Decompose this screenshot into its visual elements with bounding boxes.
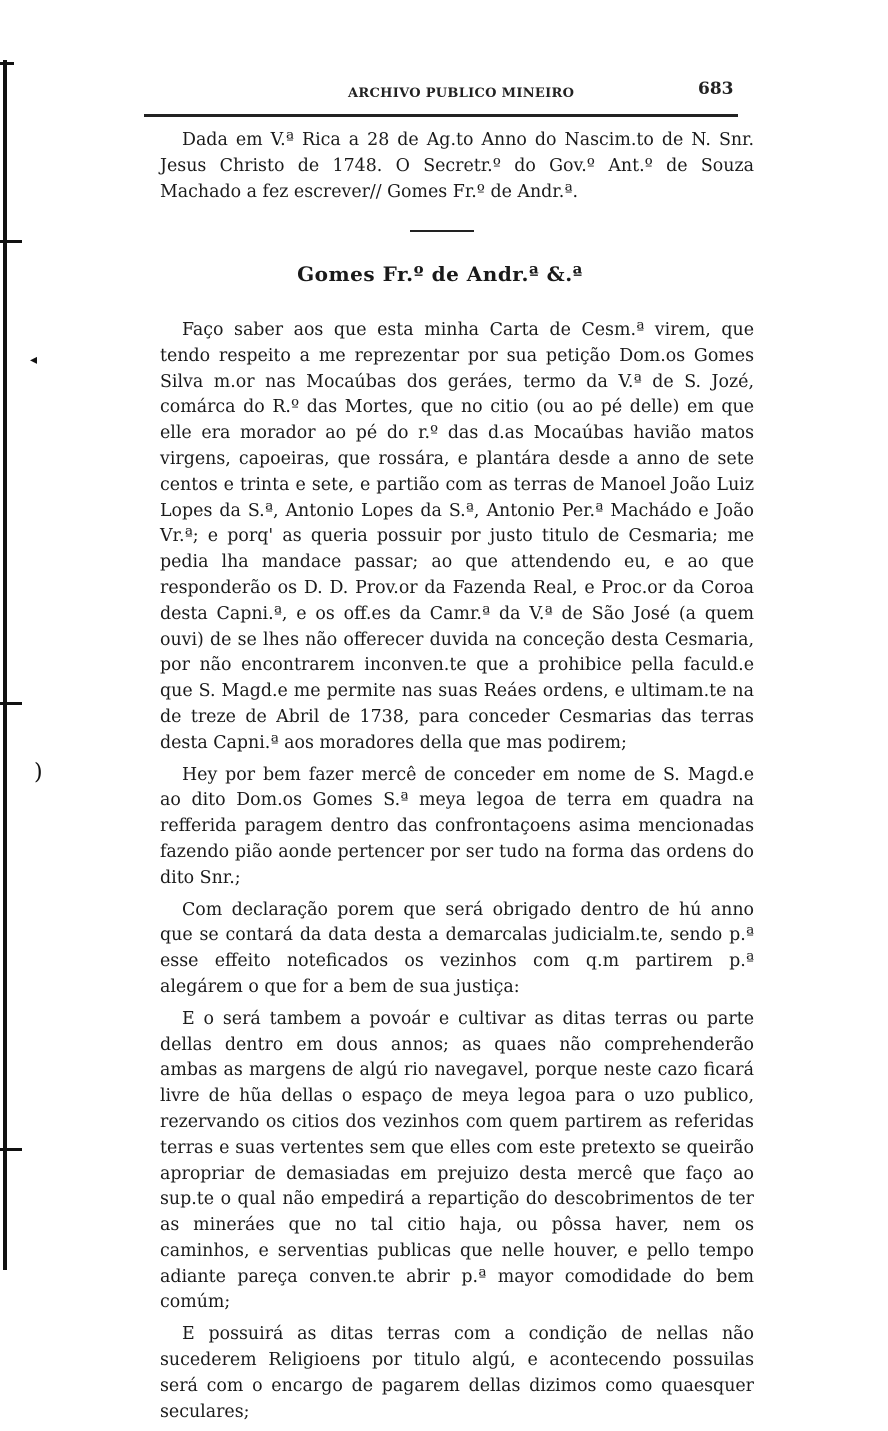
body-paragraph: E o será tambem a povoár e cultivar as ditas terras ou parte dellas dentro em dous annos; as quaes não comprehenderão ambas as margens de algú rio navegavel, porque neste cazo ficará livre de hũa dellas o espaço de meya legoa para o uzo publico, rezervando os citios dos vezinhos com quem partirem as referidas terras e suas vertentes sem que elles com este pretexto se queirão apropriar de demasiadas em prejuizo desta mercê que faço ao sup.te o qual não empedirá a repartição do descobrimentos de ter as mineráes que no tal citio haja, ou pôssa haver, nem os caminhos, e serventias publicas que nelle houver, e pello tempo adiante pareça conven.te abrir p.ª mayor comodidade do bem comúm;	[160, 1008, 754, 1313]
document-body	[160, 318, 754, 1431]
section-separator	[410, 230, 474, 232]
scan-edge-tick	[0, 240, 22, 243]
running-head: ARCHIVO PUBLICO MINEIRO	[348, 86, 575, 101]
closing-paragraph	[160, 128, 754, 205]
page-header	[140, 78, 740, 118]
scan-edge-mark: ◂	[30, 352, 38, 368]
scan-edge-tick	[0, 702, 22, 705]
page-number: 683	[698, 79, 734, 99]
header-rule	[144, 114, 738, 117]
body-paragraph: Com declaração porem que será obrigado dentro de hú anno que se contará da data desta a demarcalas judicialm.te, sendo p.ª esse effeito noteficados os vezinhos com q.m partirem p.ª alegárem o que for a bem de sua justiça:	[160, 899, 754, 997]
body-paragraph: Hey por bem fazer mercê de conceder em nome de S. Magd.e ao dito Dom.os Gomes S.ª meya legoa de terra em quadra na refferida paragem dentro das confrontaçoens asima mencionadas fazendo pião aonde pertencer por ser tudo na forma das ordens do dito Snr.;	[160, 764, 754, 888]
body-paragraph: Faço saber aos que esta minha Carta de Cesm.ª virem, que tendo respeito a me reprezentar por sua petição Dom.os Gomes Silva m.or nas Mocaúbas dos geráes, termo da V.ª de S. Jozé, comárca do R.º das Mortes, que no citio (ou ao pé delle) em que elle era morador ao pé do r.º das d.as Mocaúbas havião matos virgens, capoeiras, que rossára, e plantára desde a anno de sete centos e trinta e sete, e partião com as terras de Manoel João Luiz Lopes da S.ª, Antonio Lopes da S.ª, Antonio Per.ª Machádo e João Vr.ª; e porq' as queria possuir por justo titulo de Cesmaria; me pedia lha mandace passar; ao que attendendo eu, e ao que responderão os D. D. Prov.or da Fazenda Real, e Proc.or da Coroa desta Capni.ª, e os off.es da Camr.ª da V.ª de São José (a quem ouvi) de se lhes não offerecer duvida na conceção desta Cesmaria, por não encontrarem inconven.te que a prohibice pella faculd.e que S. Magd.e me permite nas suas Reáes ordens, e ultimam.te na de treze de Abril de 1738, para conceder Cesmarias das terras desta Capni.ª aos moradores della que mas podirem;	[160, 320, 754, 753]
body-paragraph: E possuirá as ditas terras com a condição de nellas não sucederem Religioens por titulo algú, e acontecendo possuilas será com o encargo de pagarem dellas dizimos como quaesquer seculares;	[160, 1324, 754, 1422]
scan-edge-mark: )	[34, 760, 43, 785]
scan-edge-tick-top	[0, 62, 14, 65]
section-heading: Gomes Fr.º de Andr.ª &.ª	[297, 262, 583, 286]
scan-edge-tick-bottom	[0, 1148, 22, 1151]
closing-text: Dada em V.ª Rica a 28 de Ag.to Anno do Nascim.to de N. Snr. Jesus Christo de 1748. O Secretr.º do Gov.º Ant.º de Souza Machado a fez escrever// Gomes Fr.º de Andr.ª.	[160, 130, 754, 202]
